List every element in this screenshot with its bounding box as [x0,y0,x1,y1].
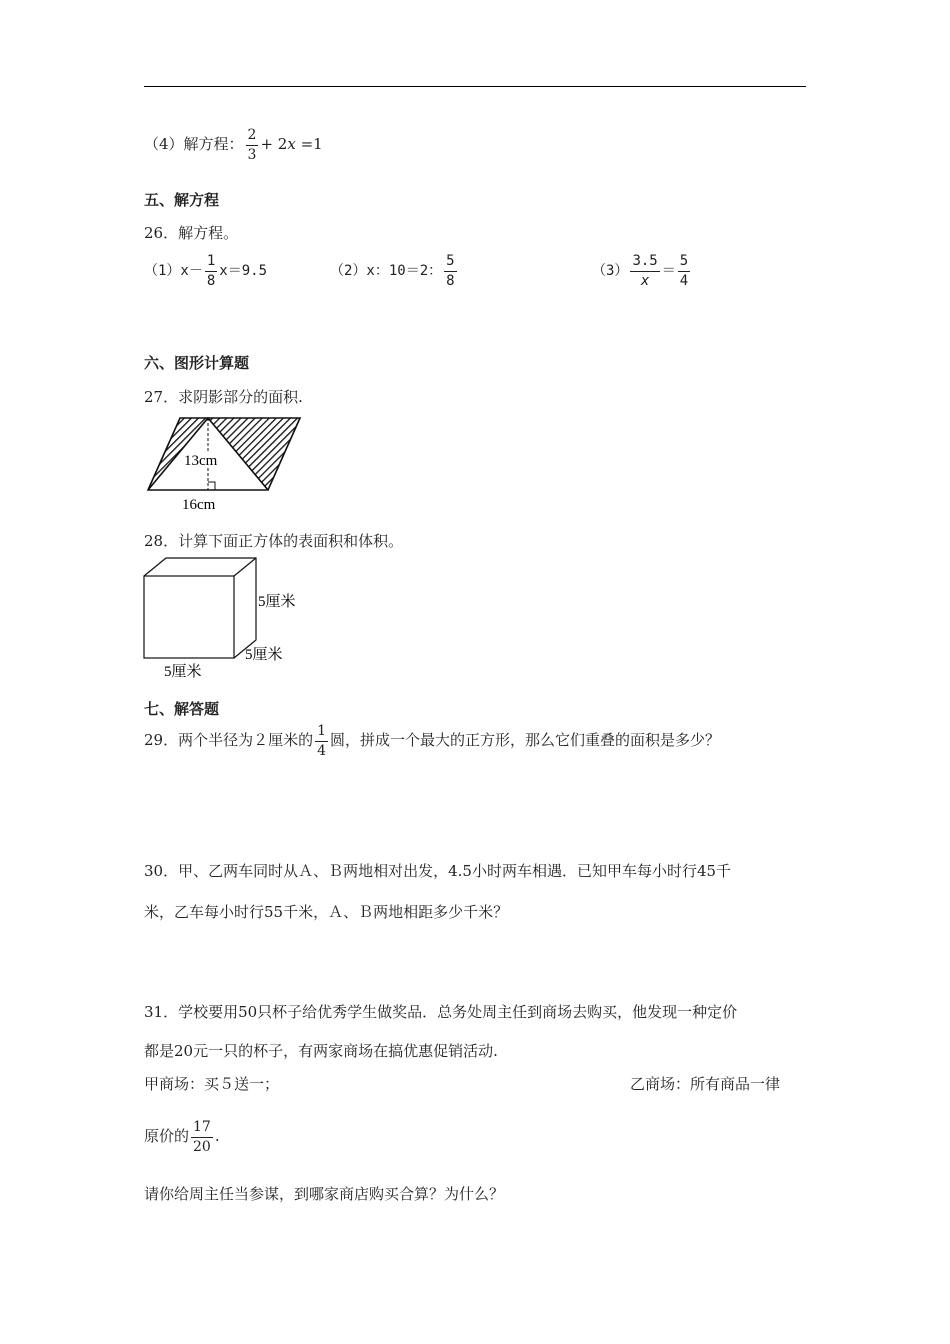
frac-numerator: 1 [315,724,328,742]
q26-p3-label: （3） [592,263,629,280]
q29-fraction [315,724,328,758]
q25-rest-b: =1 [295,135,323,154]
base-label: 16cm [182,497,216,513]
section-7-title: 七、解答题 [144,700,220,718]
q26-part2 [330,254,459,288]
frac-numerator: 2 [246,128,259,146]
frac-denominator: 4 [679,272,689,289]
q31-price [144,1120,220,1154]
q29-before: 29．两个半径为２厘米的 [144,731,314,750]
q27-text: 27．求阴影部分的面积. [144,388,303,406]
q31-line2: 都是20元一只的杯子，有两家商场在搞优惠促销活动. [144,1042,498,1060]
q26-text: 26．解方程。 [144,224,239,242]
cube-label-right: 5厘米 [258,594,296,610]
frac-denominator: 3 [247,146,257,163]
q26-part3 [592,254,692,288]
q25-part4 [144,128,323,162]
q26-part1 [144,254,267,288]
q26-p1-fraction [205,254,217,288]
frac-numerator: 3.5 [630,254,659,272]
q26-p1-label: （1）x－ [144,263,203,280]
frac-denominator: x [640,272,650,289]
parallelogram-figure [140,412,310,514]
cube-front-face [144,576,234,658]
q31-shop-a: 甲商场：买５送一； [144,1075,280,1093]
cube-label-depth: 5厘米 [245,647,283,663]
q31-line1: 31．学校要用50只杯子给优秀学生做奖品．总务处周主任到商场去购买，他发现一种定价 [144,1003,738,1021]
q25-rest-a: + 2 [260,135,288,154]
q31-shop-b: 乙商场：所有商品一律 [630,1075,781,1093]
q31-price-before: 原价的 [144,1127,190,1146]
q26-p1-rest: x＝9.5 [219,263,268,280]
section-6-title: 六、图形计算题 [144,354,250,372]
q26-p2-fraction [444,254,456,288]
q29 [144,724,720,758]
q31-question: 请你给周主任当参谋，到哪家商店购买合算？为什么？ [144,1185,505,1203]
q26-p3-left-fraction [630,254,659,288]
cube-top-edge [234,558,256,576]
frac-denominator: 8 [206,272,216,289]
q25-fraction [246,128,259,162]
cube-label-bottom: 5厘米 [164,664,202,680]
q28-text: 28．计算下面正方体的表面积和体积。 [144,532,404,550]
height-label: 13cm [184,453,218,469]
frac-denominator: 8 [446,272,455,289]
header-rule [144,86,806,87]
section-5-title: 五、解方程 [144,191,220,209]
cube-figure [140,556,330,684]
frac-denominator: 4 [317,742,327,759]
q31-price-after: . [214,1127,220,1146]
q25-var: x [287,135,296,154]
q26-p3-eq: ＝ [661,263,676,280]
q30-line2: 米，乙车每小时行55千米，Ａ、Ｂ两地相距多少千米？ [144,903,509,921]
q30-line1: 30．甲、乙两车同时从Ａ、Ｂ两地相对出发，4.5小时两车相遇．已知甲车每小时行45千 [144,862,732,880]
q31-fraction [191,1120,213,1154]
q26-p3-right-fraction [678,254,690,288]
frac-denominator: 20 [193,1138,211,1155]
frac-numerator: 5 [444,254,456,272]
frac-numerator: 5 [678,254,690,272]
q26-p2-label: （2）x：10＝2： [330,263,443,280]
frac-numerator: 1 [205,254,217,272]
cube-back-edges [144,558,256,658]
frac-numerator: 17 [191,1120,213,1138]
q25-part4-label: （4）解方程： [144,135,244,154]
q29-after: 圆，拼成一个最大的正方形，那么它们重叠的面积是多少？ [330,731,721,750]
right-angle-mark [208,482,215,490]
